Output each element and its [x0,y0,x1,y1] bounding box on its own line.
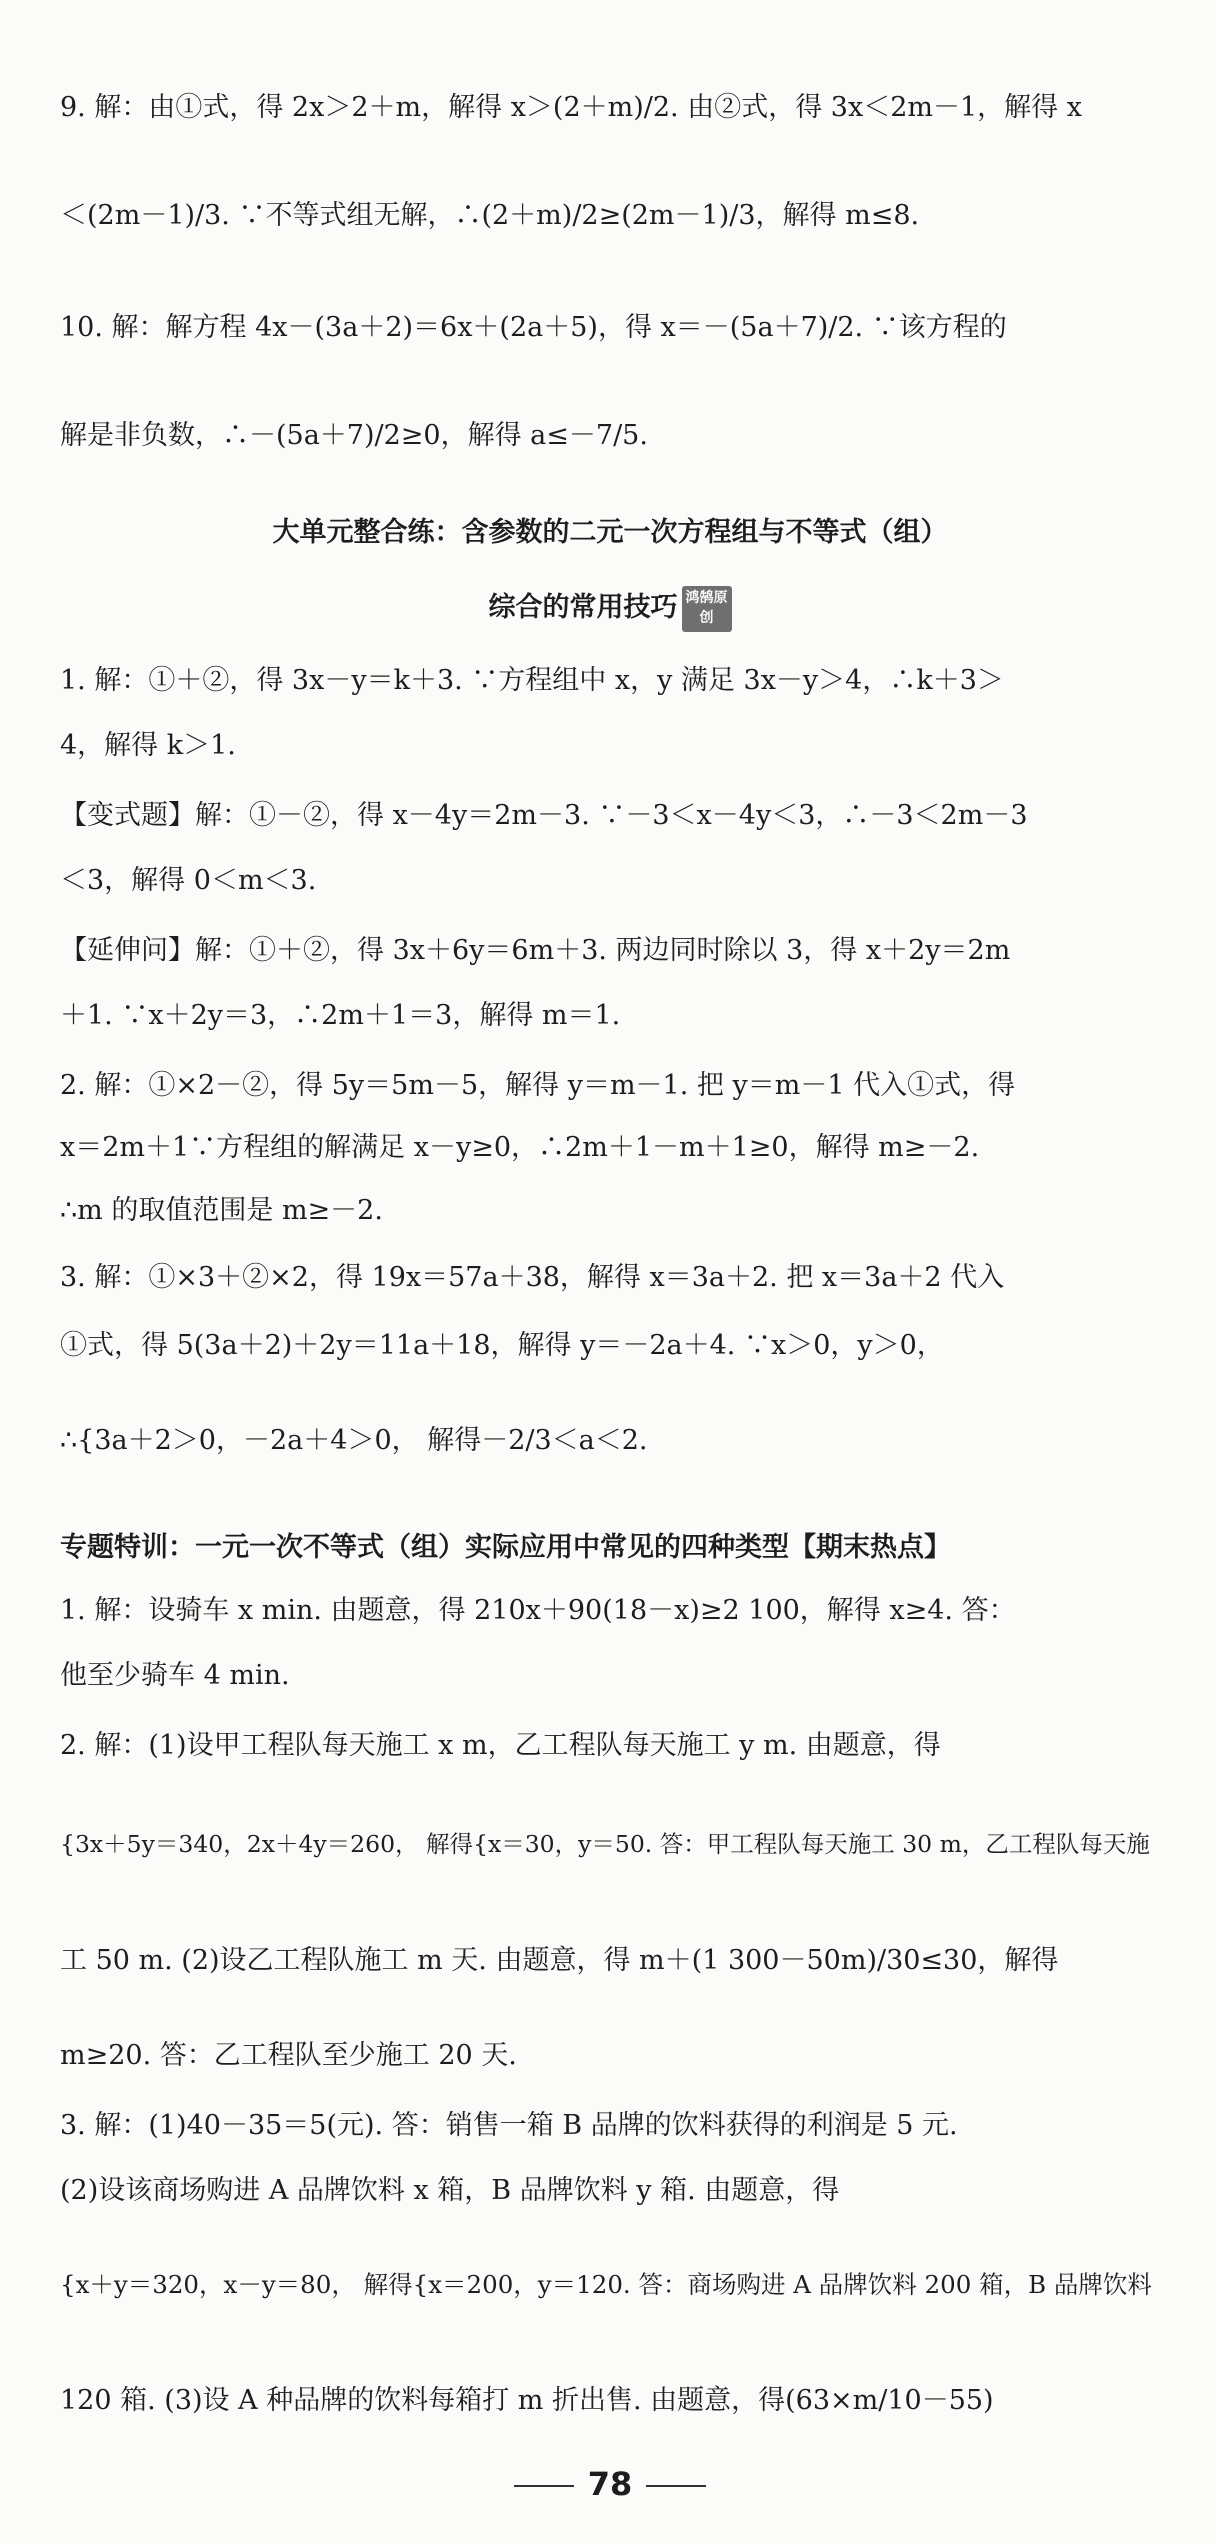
extension-line-1: 【延伸问】解：①＋②，得 3x＋6y＝6m＋3. 两边同时除以 3，得 x＋2y＝2m [60,935,1011,966]
original-badge: 鸿鹄原创 [682,586,732,632]
t3-line-1: 3. 解：(1)40－35＝5(元). 答：销售一箱 B 品牌的饮料获得的利润是 5 元. [60,2110,958,2141]
answer-page [60,0,1160,2544]
q3-line-1: 3. 解：①×3＋②×2，得 19x＝57a＋38，解得 x＝3a＋2. 把 x＝3a＋2 代入 [60,1262,1005,1293]
page-footer [60,2465,1160,2503]
q1-line-1: 1. 解：①＋②，得 3x－y＝k＋3. ∵方程组中 x，y 满足 3x－y＞4，∴k＋3＞ [60,665,1004,696]
q3-line-2: ①式，得 5(3a＋2)＋2y＝11a＋18，解得 y＝－2a＋4. ∵x＞0，y＞0， [60,1330,944,1361]
t1-line-1: 1. 解：设骑车 x min. 由题意，得 210x＋90(18－x)≥2 100，解得 x≥4. 答： [60,1595,1016,1626]
t2-line-4: m≥20. 答：乙工程队至少施工 20 天. [60,2040,517,2071]
answer-10-line-1: 10. 解：解方程 4x－(3a＋2)＝6x＋(2a＋5)，得 x＝－(5a＋7)/2. ∵该方程的 [60,312,1007,343]
section-title-2 [60,585,1160,632]
t3-line-2: (2)设该商场购进 A 品牌饮料 x 箱，B 品牌饮料 y 箱. 由题意，得 [60,2175,840,2206]
t3-line-4: 120 箱. (3)设 A 种品牌的饮料每箱打 m 折出售. 由题意，得(63×m/10－55) [60,2385,994,2416]
answer-9-line-1: 9. 解：由①式，得 2x＞2＋m，解得 x＞(2＋m)/2. 由②式，得 3x＜2m－1，解得 x [60,92,1082,123]
t3-line-3: {x＋y＝320，x－y＝80， 解得{x＝200，y＝120. 答：商场购进 A 品牌饮料 200 箱，B 品牌饮料 [60,2270,1152,2299]
answer-10-line-2: 解是非负数，∴－(5a＋7)/2≥0，解得 a≤－7/5. [60,420,648,451]
q1-line-2: 4，解得 k＞1. [60,730,236,761]
t1-line-2: 他至少骑车 4 min. [60,1660,290,1691]
footer-rule-left [514,2485,574,2487]
t2-line-2: {3x＋5y＝340，2x＋4y＝260， 解得{x＝30，y＝50. 答：甲工程队每天施工 30 m，乙工程队每天施 [60,1830,1150,1858]
t2-line-1: 2. 解：(1)设甲工程队每天施工 x m，乙工程队每天施工 y m. 由题意，得 [60,1730,941,1761]
section-title-1: 大单元整合练：含参数的二元一次方程组与不等式（组） [272,517,948,548]
q3-line-3: ∴{3a＋2＞0，－2a＋4＞0， 解得－2/3＜a＜2. [60,1425,648,1456]
variant-line-1: 【变式题】解：①－②，得 x－4y＝2m－3. ∵－3＜x－4y＜3，∴－3＜2m－3 [60,800,1028,831]
extension-line-2: ＋1. ∵x＋2y＝3，∴2m＋1＝3，解得 m＝1. [60,1000,621,1031]
footer-rule-right [646,2485,706,2487]
variant-line-2: ＜3，解得 0＜m＜3. [60,865,317,896]
page-number: 78 [587,2465,633,2503]
section-title-2-text: 综合的常用技巧 [488,592,678,623]
answer-9-line-2: ＜(2m－1)/3. ∵不等式组无解，∴(2＋m)/2≥(2m－1)/3，解得 m≤8. [60,200,920,231]
q2-line-3: ∴m 的取值范围是 m≥－2. [60,1195,383,1226]
section-title-3: 专题特训：一元一次不等式（组）实际应用中常见的四种类型【期末热点】 [60,1532,951,1563]
q2-line-2: x＝2m＋1∵方程组的解满足 x－y≥0，∴2m＋1－m＋1≥0，解得 m≥－2. [60,1132,980,1163]
t2-line-3: 工 50 m. (2)设乙工程队施工 m 天. 由题意，得 m＋(1 300－50m)/30≤30，解得 [60,1945,1059,1976]
q2-line-1: 2. 解：①×2－②，得 5y＝5m－5，解得 y＝m－1. 把 y＝m－1 代入①式，得 [60,1070,1016,1101]
